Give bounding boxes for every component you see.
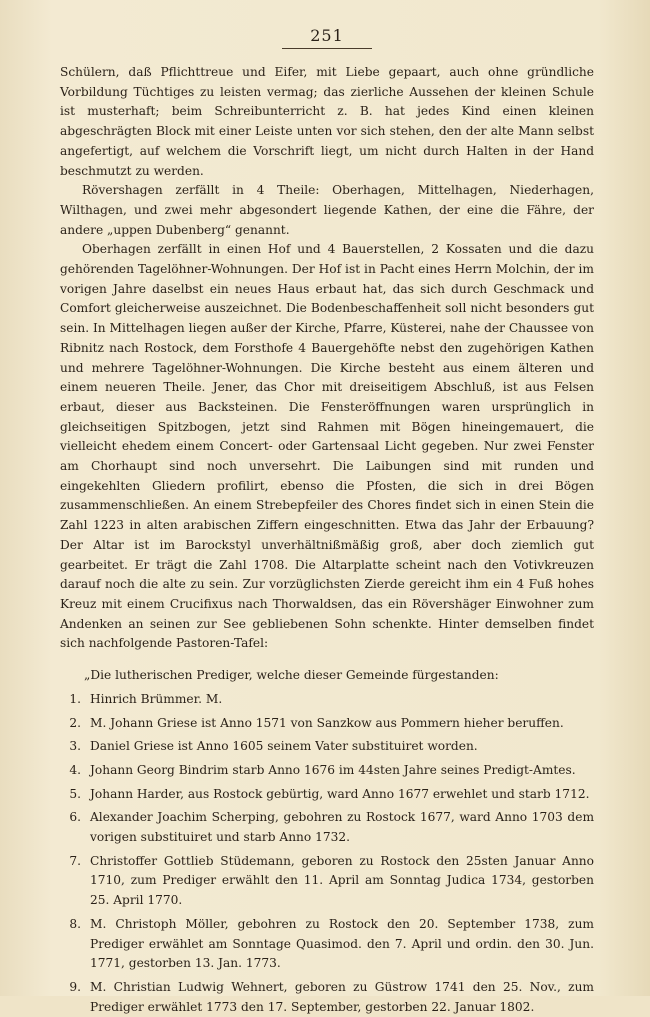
- pastor-item: [60, 785, 594, 805]
- pastor-entry: Hinrich Brümmer. M.: [90, 691, 223, 706]
- pastor-item: [60, 808, 594, 847]
- pastor-entry: Daniel Griese ist Anno 1605 seinem Vater substituiret worden.: [90, 739, 478, 754]
- pastor-entry: Johann Harder, aus Rostock gebürtig, ward Anno 1677 erwehlet und starb 1712.: [90, 786, 590, 801]
- paragraph-parts: Rövershagen zerfällt in 4 Theile: Oberhagen, Mittelhagen, Niederhagen, Wilthagen, und zwei mehr abgesondert liegende Kathen, der eine die Fähre, der andere „uppen Dubenberg“ genannt.: [60, 183, 594, 237]
- pastor-number: 2.: [69, 715, 81, 730]
- pastor-item: [60, 714, 594, 734]
- pastor-entry: Johann Georg Bindrim starb Anno 1676 im 44sten Jahre seines Predigt-Amtes.: [90, 762, 576, 777]
- pastor-number: 1.: [69, 691, 81, 706]
- pastor-item: [60, 915, 594, 974]
- pastor-entry: Christoffer Gottlieb Stüdemann, geboren zu Rostock den 25sten Januar Anno 1710, zum Prediger erwählt den 11. April am Sonntag Judica 1734, gestorben 25. April 1770.: [90, 853, 594, 908]
- pastor-item: [60, 852, 594, 911]
- pastor-list: [60, 690, 594, 1017]
- pastor-item: [60, 737, 594, 757]
- pastor-number: 8.: [69, 916, 81, 931]
- pastor-entry: M. Johann Griese ist Anno 1571 von Sanzkow aus Pommern hieher beruffen.: [90, 715, 564, 730]
- header-rule: [282, 48, 372, 49]
- pastor-list-intro: „Die lutherischen Prediger, welche dieser Gemeinde fürgestanden:: [84, 668, 499, 683]
- paragraph-school: Schülern, daß Pflichttreue und Eifer, mit Liebe gepaart, auch ohne gründliche Vorbildung Tüchtiges zu leisten vermag; das zierliche Aussehen der kleinen Schule ist musterhaft; beim Schreibunterricht z. B. hat jedes Kind einen kleinen abgeschrägten Block mit einer Leiste unten vor sich stehen, den der alte Mann selbst angefertigt, auf welchem die Vorschrift liegt, um nicht durch Halten in der Hand beschmutzt zu werden.: [60, 65, 594, 178]
- pastor-item: [60, 978, 594, 1017]
- pastor-number: 5.: [69, 786, 81, 801]
- pastor-number: 9.: [69, 979, 81, 994]
- pastor-number: 7.: [69, 853, 81, 868]
- pastor-entry: M. Christoph Möller, gebohren zu Rostock den 20. September 1738, zum Prediger erwählet am Sonntage Quasimod. den 7. April und ordin. den 30. Jun. 1771, gestorben 13. Jan. 1773.: [90, 916, 594, 971]
- page-number: 251: [310, 26, 344, 45]
- pastor-item: [60, 690, 594, 710]
- paragraph-oberhagen: Oberhagen zerfällt in einen Hof und 4 Bauerstellen, 2 Kossaten und die dazu gehörenden Tagelöhner-Wohnungen. Der Hof ist in Pacht eines Herrn Molchin, der im vorigen Jahre daselbst ein neues Haus erbaut hat, das sich durch Geschmack und Comfort gleicherweise auszeichnet. Die Bodenbeschaffenheit soll nicht besonders gut sein. In Mittelhagen liegen außer der Kirche, Pfarre, Küsterei, nahe der Chaussee von Ribnitz nach Rostock, dem Forsthofe 4 Bauergehöfte nebst den zugehörigen Kathen und mehrere Tagelöhner-Wohnungen. Die Kirche besteht aus einem älteren und einem neueren Theile. Jener, das Chor mit dreiseitigem Abschluß, ist aus Felsen erbaut, dieser aus Backsteinen. Die Fensteröffnungen waren ursprünglich in gleichseitigen Spitzbogen, jetzt sind Rahmen mit Bögen hineingemauert, die vielleicht ehedem einem Concert- oder Gartensaal Licht gegeben. Nur zwei Fenster am Chorhaupt sind noch unversehrt. Die Laibungen sind mit runden und eingekehlten Gliedern profilirt, ebenso die Pfosten, die sich in drei Bögen zusammenschließen. An einem Strebepfeiler des Chores findet sich in einen Stein die Zahl 1223 in alten arabischen Ziffern eingeschnitten. Etwa das Jahr der Erbauung? Der Altar ist im Barockstyl unverhältnißmäßig groß, aber doch ziemlich gut gearbeitet. Er trägt die Zahl 1708. Die Altarplatte scheint nach den Votivkreuzen darauf noch die alte zu sein. Zur vorzüglichsten Zierde gereicht ihm ein 4 Fuß hohes Kreuz mit einem Crucifixus nach Thorwaldsen, das ein Rövershäger Einwohner zum Andenken an seinen zur See gebliebenen Sohn schenkte. Hinter demselben findet sich nachfolgende Pastoren-Tafel:: [60, 242, 594, 651]
- pastor-entry: Alexander Joachim Scherping, gebohren zu Rostock 1677, ward Anno 1703 dem vorigen substituiret und starb Anno 1732.: [90, 810, 594, 845]
- pastor-item: [60, 761, 594, 781]
- pastor-number: 4.: [69, 762, 81, 777]
- pastor-number: 3.: [69, 739, 81, 754]
- pastor-number: 6.: [69, 810, 81, 825]
- pastor-entry: M. Christian Ludwig Wehnert, geboren zu Güstrow 1741 den 25. Nov., zum Prediger erwählet 1773 den 17. September, gestorben 22. Januar 1802.: [90, 979, 594, 1014]
